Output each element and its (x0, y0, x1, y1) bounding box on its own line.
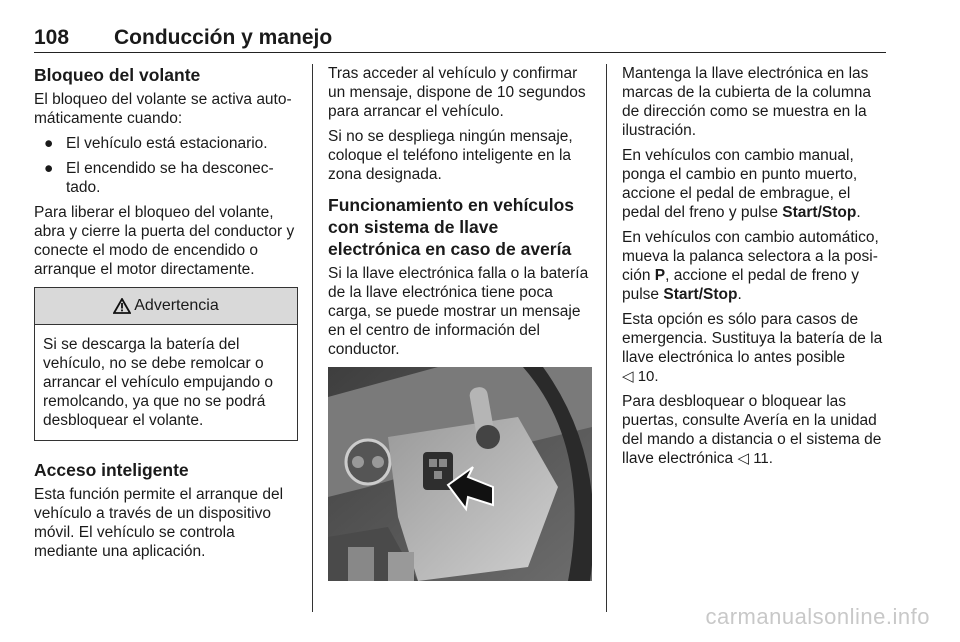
bullet-icon: ● (44, 135, 54, 152)
column-2 (328, 64, 592, 581)
start-stop-label: Start/Stop (782, 204, 857, 221)
steering-column-illustration (328, 367, 592, 581)
list-item: ● El vehículo está estacionario. (44, 135, 268, 152)
paragraph: En vehículos con cambio manual, ponga el cambio en punto muerto, accione el pedal de embrague, el pedal del freno y pulse Start/Stop. (622, 147, 861, 221)
warning-text: Si se descarga la batería del vehículo, no se debe remolcar o arrancar el vehículo empujando o remolcando, ya que no se podrá desbloquear el volante. (43, 336, 274, 429)
column-divider (312, 64, 313, 612)
warning-title: Advertencia (134, 297, 219, 314)
column-3 (622, 64, 886, 474)
paragraph: Si la llave electrónica falla o la batería de la llave electrónica tiene poca carga, se puede mostrar un mensaje en el centro de información del conductor. (328, 265, 589, 358)
paragraph: Para liberar el bloqueo del volante, abra y cierre la puerta del conductor y conecte el modo de encendido o arranque el motor directamente. (34, 204, 295, 278)
paragraph: Esta función permite el arranque del vehículo a través de un dispositivo móvil. El vehículo se controla mediante una aplicación. (34, 486, 284, 560)
paragraph: Si no se despliega ningún mensaje, coloque el teléfono inteligente en la zona designada. (328, 128, 573, 183)
paragraph: En vehículos con cambio automático, mueva la palanca selectora a la posi-ción P, accione el pedal de freno y pulse Start/Stop. (622, 229, 879, 303)
steering-column-photo (328, 367, 592, 581)
warning-triangle-icon (113, 298, 131, 314)
start-stop-label: Start/Stop (663, 286, 738, 303)
section-heading: Funcionamiento en vehículos con sistema de llave electrónica en caso de avería (328, 195, 575, 259)
page-reference-link[interactable]: ◁ 11. (737, 450, 773, 467)
paragraph: Para desbloquear o bloquear las puertas, consulte Avería en la unidad del mando a distancia o el sistema de llave electrónica ◁ 11. (622, 393, 882, 467)
paragraph: Tras acceder al vehículo y confirmar un mensaje, dispone de 10 segundos para arrancar el vehículo. (328, 65, 586, 120)
bullet-icon: ● (44, 160, 54, 177)
arrow-icon: ◁ (622, 368, 634, 385)
gear-p-label: P (654, 267, 666, 284)
page-title: Conducción y manejo (114, 26, 333, 49)
warning-box (34, 287, 298, 441)
page-header (34, 24, 886, 53)
section-heading: Acceso inteligente (34, 460, 189, 480)
paragraph: El bloqueo del volante se activa auto-máticamente cuando: (34, 91, 292, 127)
bullet-list (34, 134, 298, 197)
page-reference-link[interactable]: ◁ 10. (622, 368, 659, 385)
watermark: carmanualsonline.info (705, 604, 930, 629)
warning-header (35, 288, 297, 325)
section-heading: Bloqueo del volante (34, 65, 201, 85)
paragraph: Mantenga la llave electrónica en las marcas de la cubierta de la columna de dirección como se muestra en la ilustración. (622, 65, 871, 139)
column-divider (606, 64, 607, 612)
list-item: ● El encendido se ha desconec-tado. (44, 160, 274, 196)
paragraph: Esta opción es sólo para casos de emergencia. Sustituya la batería de la llave electrónica lo antes posible ◁ 10. (622, 311, 883, 385)
column-1 (34, 64, 298, 567)
arrow-icon: ◁ (737, 450, 750, 467)
page-number: 108 (34, 26, 70, 49)
